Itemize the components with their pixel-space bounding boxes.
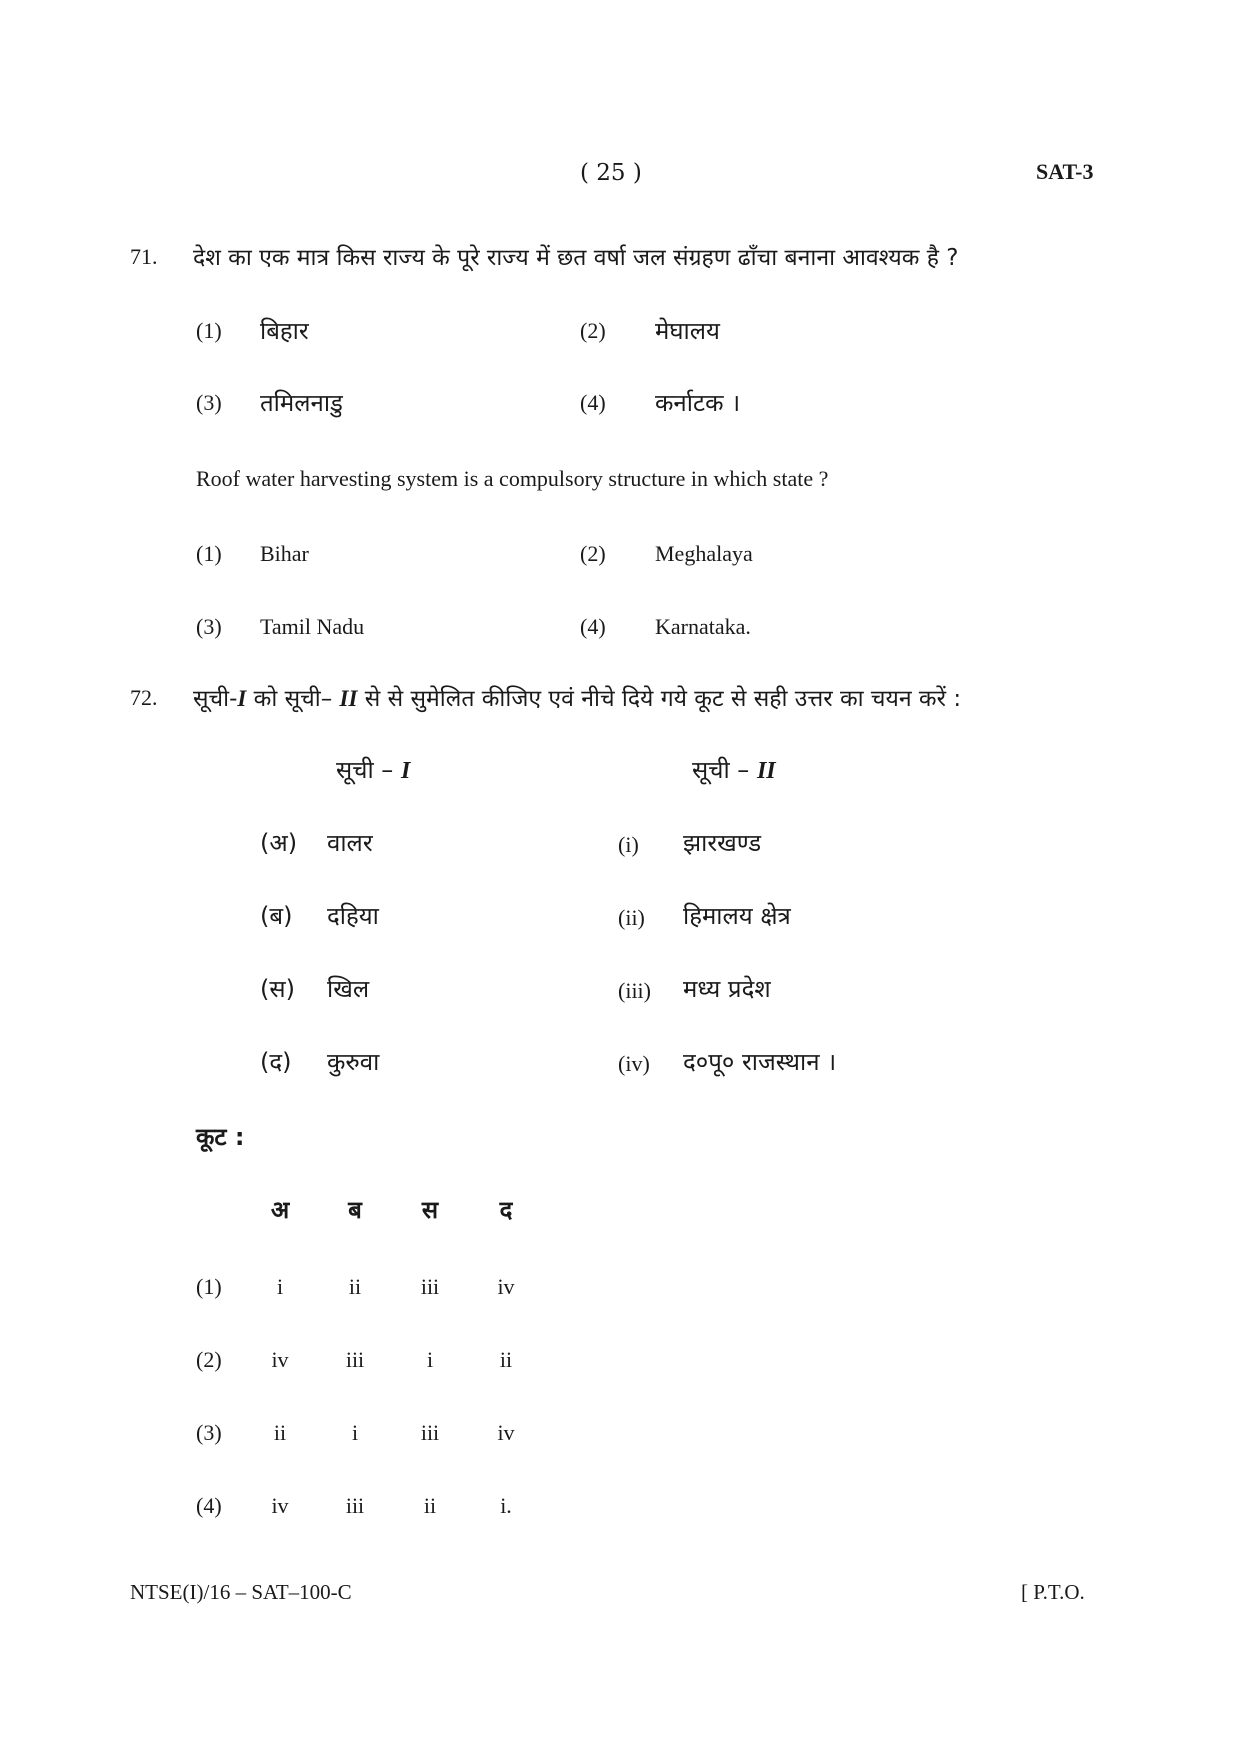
- code-header: ब: [348, 1196, 362, 1224]
- code-header: द: [499, 1196, 513, 1224]
- code-cell: ii: [348, 1274, 362, 1299]
- code-cell: ii: [423, 1493, 437, 1518]
- code-cell: iii: [420, 1420, 440, 1445]
- question-71-english-text: Roof water harvesting system is a compulsory structure in which state ?: [196, 466, 829, 491]
- q71-english-option-2-text: Meghalaya: [655, 541, 753, 566]
- q71-english-option-3-number: (3): [196, 614, 222, 639]
- code-row-number: (2): [196, 1347, 222, 1372]
- list-2-item-text: हिमालय क्षेत्र: [683, 902, 791, 930]
- code-cell: i.: [500, 1493, 512, 1518]
- q71-hindi-option-4-number: (4): [580, 390, 606, 415]
- code-cell: iv: [497, 1274, 515, 1299]
- paper-code: SAT-3: [1036, 159, 1094, 184]
- q71-english-option-1-number: (1): [196, 541, 222, 566]
- q71-hindi-option-2-number: (2): [580, 318, 606, 343]
- page-number: ( 25 ): [580, 160, 642, 186]
- q71-hindi-option-2-text: मेघालय: [655, 317, 720, 345]
- code-cell: i: [426, 1347, 434, 1372]
- q71-english-option-4-text: Karnataka.: [655, 614, 751, 639]
- code-header: अ: [270, 1196, 290, 1224]
- q71-hindi-option-1-text: बिहार: [260, 317, 309, 345]
- list-2-item-label: (iv): [618, 1051, 650, 1076]
- list-2-heading: सूची – II: [692, 756, 776, 784]
- list-2-item-label: (i): [618, 832, 639, 857]
- list-1-item-text: दहिया: [327, 902, 379, 930]
- list-1-item-text: खिल: [327, 975, 370, 1003]
- question-72-number: 72.: [130, 685, 158, 710]
- list-1-heading: सूची – I: [336, 756, 411, 784]
- list-1-item-label: (अ): [260, 829, 298, 857]
- footer-pto: [ P.T.O.: [1021, 1580, 1085, 1604]
- q71-hindi-option-1-number: (1): [196, 318, 222, 343]
- list-1-item-label: (स): [260, 975, 295, 1003]
- question-71-number: 71.: [130, 244, 158, 269]
- code-cell: iv: [271, 1493, 289, 1518]
- code-cell: iii: [345, 1347, 365, 1372]
- q71-english-option-4-number: (4): [580, 614, 606, 639]
- q71-hindi-option-4-text: कर्नाटक ।: [655, 389, 741, 417]
- q71-hindi-option-3-text: तमिलनाडु: [260, 389, 343, 417]
- code-cell: iii: [420, 1274, 440, 1299]
- code-row-number: (4): [196, 1493, 222, 1518]
- question-71-hindi-text: देश का एक मात्र किस राज्य के पूरे राज्य में छत वर्षा जल संग्रहण ढाँचा बनाना आवश्यक है ?: [193, 245, 959, 271]
- list-2-item-text: द०पू० राजस्थान ।: [683, 1048, 837, 1076]
- q71-english-option-1-text: Bihar: [260, 541, 309, 566]
- list-2-item-label: (ii): [618, 905, 645, 930]
- list-2-item-text: झारखण्ड: [683, 829, 762, 857]
- code-row-number: (3): [196, 1420, 222, 1445]
- list-1-item-text: वालर: [327, 829, 373, 857]
- list-2-item-label: (iii): [618, 978, 651, 1003]
- code-cell: ii: [499, 1347, 513, 1372]
- code-cell: ii: [273, 1420, 287, 1445]
- code-cell: i: [276, 1274, 284, 1299]
- q71-english-option-2-number: (2): [580, 541, 606, 566]
- code-row-number: (1): [196, 1274, 222, 1299]
- list-1-item-label: (ब): [260, 902, 293, 930]
- code-cell: iv: [497, 1420, 515, 1445]
- code-label: कूट :: [196, 1123, 245, 1151]
- code-cell: iii: [345, 1493, 365, 1518]
- q71-hindi-option-3-number: (3): [196, 390, 222, 415]
- list-2-item-text: मध्य प्रदेश: [683, 975, 771, 1003]
- footer-paper-id: NTSE(I)/16 – SAT–100-C: [130, 1580, 352, 1604]
- list-1-item-text: कुरुवा: [327, 1048, 380, 1076]
- list-1-item-label: (द): [260, 1048, 292, 1076]
- question-72-text: सूची-I को सूची– II से से सुमेलित कीजिए एवं नीचे दिये गये कूट से सही उत्तर का चयन करें :: [193, 686, 962, 712]
- q71-english-option-3-text: Tamil Nadu: [260, 614, 365, 639]
- code-cell: iv: [271, 1347, 289, 1372]
- code-header: स: [421, 1196, 439, 1224]
- code-cell: i: [351, 1420, 359, 1445]
